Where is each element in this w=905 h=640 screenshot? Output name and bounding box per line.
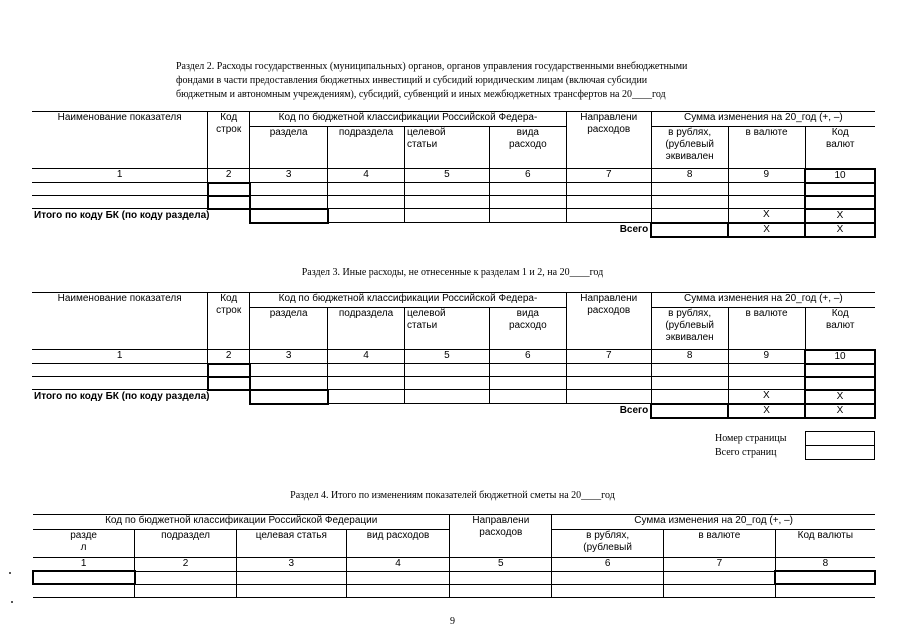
data-cell[interactable] — [250, 209, 328, 223]
table-row — [32, 377, 875, 390]
data-cell[interactable] — [651, 223, 728, 237]
col-num: 10 — [805, 169, 875, 183]
header-bk-group: Код по бюджетной классификации Российской Федера- — [250, 293, 567, 308]
vsego-row — [32, 404, 875, 418]
data-cell[interactable] — [405, 209, 490, 223]
data-cell[interactable] — [651, 390, 728, 404]
col-num: 1 — [33, 558, 135, 572]
header-kod-val: Код валют — [805, 308, 875, 350]
itogo-row — [32, 390, 875, 404]
data-cell[interactable] — [651, 209, 728, 223]
header-napravl: Направлени расходов — [566, 293, 651, 350]
data-cell[interactable] — [450, 571, 552, 584]
section2-table — [32, 111, 876, 238]
col-num: 6 — [489, 350, 566, 364]
col-num: 8 — [651, 350, 728, 364]
page-number: 9 — [450, 616, 455, 627]
data-cell[interactable] — [33, 584, 135, 597]
header-valuta: в валюте — [664, 530, 776, 558]
data-cell[interactable] — [405, 183, 490, 196]
col-num: 8 — [775, 558, 875, 572]
itogo-label: Итого по коду БК (по коду раздела) — [32, 390, 250, 404]
col-num: 3 — [250, 169, 328, 183]
data-cell[interactable] — [651, 377, 728, 390]
data-cell[interactable] — [405, 364, 490, 377]
data-cell[interactable] — [135, 584, 237, 597]
table-row — [33, 584, 875, 597]
data-cell[interactable] — [728, 196, 805, 209]
data-cell[interactable] — [328, 196, 405, 209]
data-cell[interactable] — [664, 571, 776, 584]
header-razdel: раздела — [250, 308, 328, 350]
header-sum-group: Сумма изменения на 20_год (+, –) — [552, 515, 875, 530]
data-cell[interactable] — [328, 364, 405, 377]
data-cell[interactable] — [805, 183, 875, 196]
x-mark: Х — [728, 209, 805, 223]
header-napravl: Направлени расходов — [450, 515, 552, 558]
header-celevoy: целевой статьи — [405, 308, 490, 350]
x-mark: Х — [805, 404, 875, 418]
pages-total-field[interactable] — [805, 445, 875, 460]
data-cell[interactable] — [328, 390, 405, 404]
header-vida: вида расходо — [489, 127, 566, 169]
header-vid: вид расходов — [346, 530, 450, 558]
header-vida: вида расходо — [489, 308, 566, 350]
header-razdel: раздела — [250, 127, 328, 169]
header-podrazdel: подраздела — [328, 127, 405, 169]
data-cell[interactable] — [208, 196, 250, 209]
data-cell[interactable] — [405, 196, 490, 209]
col-num: 3 — [236, 558, 346, 572]
table-row — [32, 196, 875, 209]
data-cell[interactable] — [250, 390, 328, 404]
x-mark: Х — [805, 223, 875, 237]
vsego-label: Всего — [32, 404, 651, 418]
header-bk-group: Код по бюджетной классификации Российской Федерации — [33, 515, 450, 530]
data-cell[interactable] — [328, 183, 405, 196]
data-cell[interactable] — [250, 364, 328, 377]
col-num: 7 — [566, 350, 651, 364]
data-cell[interactable] — [489, 209, 566, 223]
table-row — [32, 183, 875, 196]
section4-title: Раздел 4. Итого по изменениям показателей бюджетной сметы на 20____год — [290, 490, 615, 501]
data-cell[interactable] — [775, 571, 875, 584]
page-number-label: Номер страницы — [715, 433, 787, 444]
data-cell[interactable] — [566, 209, 651, 223]
col-num: 2 — [208, 350, 250, 364]
section2-title-line1: Раздел 2. Расходы государственных (муниципальных) органов, органов управления государственными внебюджетными — [176, 61, 688, 72]
data-cell[interactable] — [489, 390, 566, 404]
col-num: 6 — [552, 558, 664, 572]
header-napravl: Направлени расходов — [566, 112, 651, 169]
pages-total-label: Всего страниц — [715, 447, 777, 458]
x-mark: Х — [728, 223, 805, 237]
header-celevaya: целевая статья — [236, 530, 346, 558]
header-rub: в рублях, (рублевый эквивален — [651, 308, 728, 350]
col-num: 7 — [664, 558, 776, 572]
data-cell[interactable] — [805, 196, 875, 209]
col-num: 9 — [728, 350, 805, 364]
col-num: 4 — [328, 169, 405, 183]
data-cell[interactable] — [33, 571, 135, 584]
data-cell[interactable] — [651, 183, 728, 196]
section3-table — [32, 292, 876, 419]
data-cell[interactable] — [566, 390, 651, 404]
data-cell[interactable] — [651, 404, 728, 418]
header-name: Наименование показателя — [32, 112, 208, 169]
data-cell[interactable] — [489, 196, 566, 209]
data-cell[interactable] — [208, 183, 250, 196]
header-razdel: разде л — [33, 530, 135, 558]
data-cell[interactable] — [236, 584, 346, 597]
col-num: 4 — [328, 350, 405, 364]
col-num: 9 — [728, 169, 805, 183]
data-cell[interactable] — [566, 196, 651, 209]
data-cell[interactable] — [328, 209, 405, 223]
header-rub: в рублях, (рублевый — [552, 530, 664, 558]
x-mark: Х — [728, 404, 805, 418]
data-cell[interactable] — [208, 364, 250, 377]
data-cell[interactable] — [236, 571, 346, 584]
page-number-field[interactable] — [805, 431, 875, 446]
data-cell[interactable] — [135, 571, 237, 584]
section2-title-line2: фондами в части предоставления бюджетных инвестиций и субсидий юридическим лицам (включая субсидии — [176, 75, 648, 86]
header-podrazdel: подраздел — [135, 530, 237, 558]
col-num: 5 — [450, 558, 552, 572]
col-num: 6 — [489, 169, 566, 183]
data-cell[interactable] — [566, 183, 651, 196]
header-kod-val: Код валют — [805, 127, 875, 169]
data-cell[interactable] — [566, 364, 651, 377]
data-cell[interactable] — [805, 377, 875, 390]
col-num: 2 — [208, 169, 250, 183]
section2-title-line3: бюджетным и автономным учреждениям), субсидий, субвенций и иных межбюджетных трансфертов на 20____год — [176, 89, 666, 100]
header-sum-group: Сумма изменения на 20_год (+, –) — [651, 112, 875, 127]
data-cell[interactable] — [32, 377, 208, 390]
data-cell[interactable] — [32, 183, 208, 196]
header-kod-valuty: Код валюты — [775, 530, 875, 558]
header-name: Наименование показателя — [32, 293, 208, 350]
header-celevoy: целевой статьи — [405, 127, 490, 169]
col-num: 5 — [405, 350, 490, 364]
data-cell[interactable] — [450, 584, 552, 597]
table-row — [32, 364, 875, 377]
section3-title: Раздел 3. Иные расходы, не отнесенные к разделам 1 и 2, на 20____год — [301, 267, 604, 278]
header-code-rows: Код строк — [208, 293, 250, 350]
data-cell[interactable] — [328, 377, 405, 390]
col-num: 7 — [566, 169, 651, 183]
section4-table — [32, 514, 876, 598]
data-cell[interactable] — [32, 364, 208, 377]
data-cell[interactable] — [651, 196, 728, 209]
data-cell[interactable] — [728, 183, 805, 196]
data-cell[interactable] — [728, 364, 805, 377]
col-num: 4 — [346, 558, 450, 572]
col-num: 2 — [135, 558, 237, 572]
data-cell[interactable] — [489, 364, 566, 377]
data-cell[interactable] — [250, 196, 328, 209]
header-podrazdel: подраздела — [328, 308, 405, 350]
data-cell[interactable] — [489, 183, 566, 196]
data-cell[interactable] — [405, 390, 490, 404]
data-cell[interactable] — [664, 584, 776, 597]
vsego-row — [32, 223, 875, 237]
data-cell[interactable] — [250, 183, 328, 196]
data-cell[interactable] — [346, 571, 450, 584]
data-cell[interactable] — [651, 364, 728, 377]
data-cell[interactable] — [32, 196, 208, 209]
data-cell[interactable] — [552, 571, 664, 584]
data-cell[interactable] — [250, 377, 328, 390]
col-num: 10 — [805, 350, 875, 364]
data-cell[interactable] — [552, 584, 664, 597]
scan-speck — [11, 601, 13, 603]
data-cell[interactable] — [489, 377, 566, 390]
col-num: 8 — [651, 169, 728, 183]
table-row — [33, 571, 875, 584]
header-valuta: в валюте — [728, 308, 805, 350]
data-cell[interactable] — [566, 377, 651, 390]
x-mark: Х — [728, 390, 805, 404]
itogo-row — [32, 209, 875, 223]
col-num: 5 — [405, 169, 490, 183]
scan-speck — [9, 572, 11, 574]
header-valuta: в валюте — [728, 127, 805, 169]
header-code-rows: Код строк — [208, 112, 250, 169]
data-cell[interactable] — [805, 364, 875, 377]
header-bk-group: Код по бюджетной классификации Российской Федера- — [250, 112, 567, 127]
x-mark: Х — [805, 390, 875, 404]
data-cell[interactable] — [728, 377, 805, 390]
data-cell[interactable] — [405, 377, 490, 390]
col-num: 1 — [32, 350, 208, 364]
itogo-label: Итого по коду БК (по коду раздела) — [32, 209, 250, 223]
section2-title — [176, 60, 776, 102]
col-num: 3 — [250, 350, 328, 364]
header-sum-group: Сумма изменения на 20_год (+, –) — [651, 293, 875, 308]
vsego-label: Всего — [32, 223, 651, 237]
data-cell[interactable] — [208, 377, 250, 390]
data-cell[interactable] — [346, 584, 450, 597]
x-mark: Х — [805, 209, 875, 223]
data-cell[interactable] — [775, 584, 875, 597]
col-num: 1 — [32, 169, 208, 183]
header-rub: в рублях, (рублевый эквивален — [651, 127, 728, 169]
